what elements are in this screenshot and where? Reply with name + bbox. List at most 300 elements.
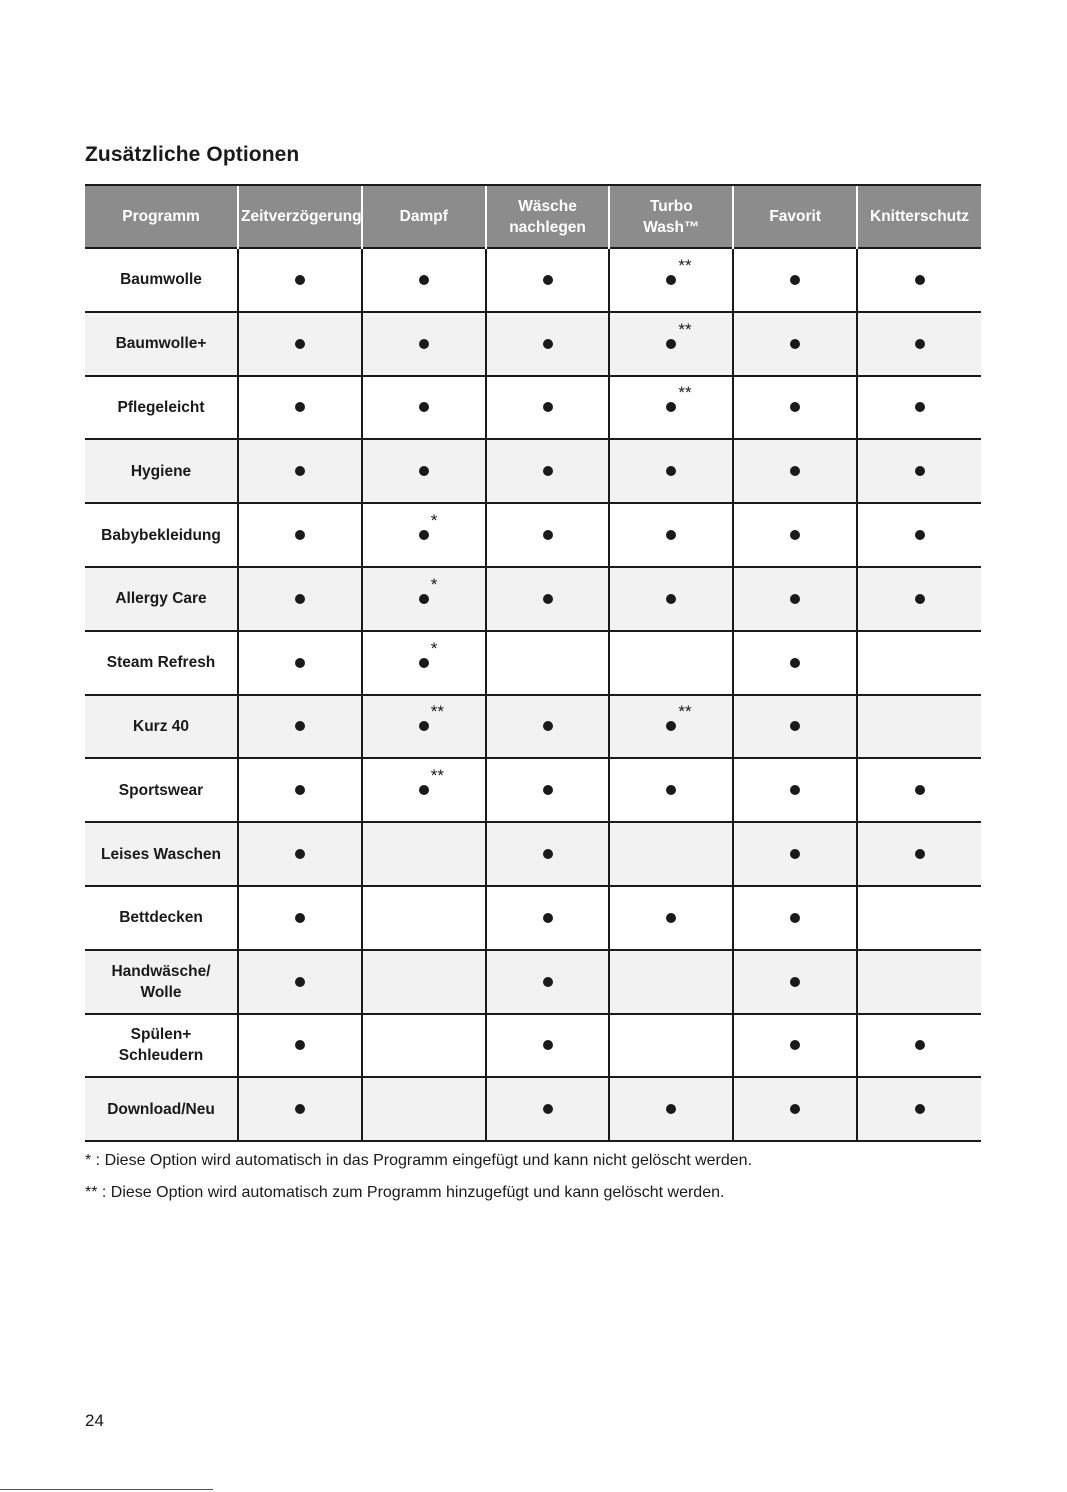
program-name: Wolle — [140, 983, 182, 1001]
option-cell — [609, 822, 733, 886]
bullet-icon — [915, 849, 925, 859]
option-cell — [857, 950, 981, 1014]
table-row — [85, 248, 981, 312]
availability-mark — [790, 463, 800, 479]
program-name: Kurz 40 — [133, 717, 190, 735]
option-cell — [609, 758, 733, 822]
option-cell — [609, 567, 733, 631]
option-cell — [609, 886, 733, 950]
availability-mark — [915, 591, 925, 607]
availability-mark — [295, 1037, 305, 1053]
bullet-icon — [543, 402, 553, 412]
asterisk-marker: ** — [678, 319, 692, 339]
program-name: Steam Refresh — [106, 654, 216, 672]
program-cell — [85, 758, 238, 822]
program-name: Download/Neu — [107, 1100, 215, 1118]
program-cell — [85, 376, 238, 440]
bullet-icon — [543, 1040, 553, 1050]
option-cell — [362, 631, 486, 695]
availability-mark — [543, 527, 553, 543]
availability-mark — [543, 910, 553, 926]
program-cell — [85, 312, 238, 376]
availability-mark — [790, 910, 800, 926]
option-cell — [486, 758, 610, 822]
availability-mark — [666, 591, 676, 607]
option-cell — [857, 248, 981, 312]
availability-mark — [666, 255, 692, 288]
bullet-icon — [790, 721, 800, 731]
bullet-icon — [295, 339, 305, 349]
bullet-icon — [295, 913, 305, 923]
bullet-icon — [666, 1104, 676, 1114]
option-cell — [238, 631, 362, 695]
bullet-icon — [543, 849, 553, 859]
bullet-icon — [915, 466, 925, 476]
availability-mark — [915, 463, 925, 479]
bullet-icon — [666, 339, 676, 349]
table-row — [85, 758, 981, 822]
option-cell — [609, 439, 733, 503]
program-name: Baumwolle — [120, 271, 202, 289]
program-cell — [85, 248, 238, 312]
availability-mark — [543, 1101, 553, 1117]
asterisk-marker: ** — [430, 766, 444, 786]
bullet-icon — [790, 1040, 800, 1050]
option-cell — [733, 1077, 857, 1141]
program-name: Babybekleidung — [101, 526, 221, 544]
option-cell — [238, 312, 362, 376]
option-cell — [362, 503, 486, 567]
bullet-icon — [543, 977, 553, 987]
bullet-icon — [790, 402, 800, 412]
option-cell — [486, 886, 610, 950]
availability-mark — [543, 399, 553, 415]
bullet-icon — [543, 275, 553, 285]
option-cell — [857, 631, 981, 695]
table-row — [85, 822, 981, 886]
program-cell — [85, 439, 238, 503]
option-cell — [486, 631, 610, 695]
bullet-icon — [295, 721, 305, 731]
asterisk-marker: * — [430, 511, 438, 531]
table-row — [85, 886, 981, 950]
bottom-rule — [0, 1489, 213, 1490]
program-cell — [85, 695, 238, 759]
availability-mark — [915, 336, 925, 352]
availability-mark — [295, 272, 305, 288]
table-body — [85, 248, 981, 1141]
bullet-icon — [915, 594, 925, 604]
program-name: Bettdecken — [119, 909, 203, 927]
availability-mark — [543, 1037, 553, 1053]
bullet-icon — [915, 530, 925, 540]
bullet-icon — [790, 913, 800, 923]
availability-mark — [543, 974, 553, 990]
option-cell — [238, 886, 362, 950]
option-cell — [238, 503, 362, 567]
availability-mark — [915, 272, 925, 288]
option-cell — [486, 950, 610, 1014]
bullet-icon — [915, 1104, 925, 1114]
option-cell — [362, 376, 486, 440]
bullet-icon — [295, 849, 305, 859]
bullet-icon — [915, 402, 925, 412]
option-cell — [857, 1014, 981, 1078]
availability-mark — [295, 527, 305, 543]
bullet-icon — [419, 530, 429, 540]
bullet-icon — [419, 594, 429, 604]
availability-mark — [790, 1037, 800, 1053]
page-number: 24 — [85, 1411, 104, 1430]
bullet-icon — [543, 1104, 553, 1114]
column-header — [609, 185, 733, 248]
option-cell — [238, 376, 362, 440]
bullet-icon — [915, 339, 925, 349]
bullet-icon — [790, 466, 800, 476]
bullet-icon — [790, 1104, 800, 1114]
table-row — [85, 503, 981, 567]
program-name: Hygiene — [130, 462, 192, 480]
asterisk-marker: * — [430, 574, 438, 594]
availability-mark — [666, 527, 676, 543]
availability-mark — [915, 1101, 925, 1117]
table-row — [85, 1014, 981, 1078]
column-header — [238, 185, 362, 248]
availability-mark — [295, 655, 305, 671]
availability-mark — [419, 638, 438, 671]
bullet-icon — [543, 466, 553, 476]
option-cell — [486, 1014, 610, 1078]
availability-mark — [790, 974, 800, 990]
column-header-text: Programm — [122, 208, 200, 225]
option-cell — [857, 567, 981, 631]
option-cell — [733, 950, 857, 1014]
option-cell — [362, 248, 486, 312]
bullet-icon — [543, 339, 553, 349]
bullet-icon — [295, 466, 305, 476]
option-cell — [362, 758, 486, 822]
bullet-icon — [419, 785, 429, 795]
table-row — [85, 695, 981, 759]
availability-mark — [295, 399, 305, 415]
bullet-icon — [915, 785, 925, 795]
option-cell — [609, 631, 733, 695]
asterisk-marker: * — [430, 638, 438, 658]
option-cell — [609, 950, 733, 1014]
availability-mark — [666, 1101, 676, 1117]
availability-mark — [790, 272, 800, 288]
program-cell — [85, 886, 238, 950]
option-cell — [486, 439, 610, 503]
column-header-text: nachlegen — [509, 218, 586, 236]
option-cell — [733, 1014, 857, 1078]
column-header-text: Dampf — [399, 208, 448, 225]
column-header — [486, 185, 610, 248]
option-cell — [362, 822, 486, 886]
bullet-icon — [790, 785, 800, 795]
option-cell — [362, 1014, 486, 1078]
table-row — [85, 1077, 981, 1141]
bullet-icon — [790, 530, 800, 540]
bullet-icon — [666, 594, 676, 604]
option-cell — [362, 950, 486, 1014]
option-cell — [362, 439, 486, 503]
option-cell — [733, 631, 857, 695]
option-cell — [733, 248, 857, 312]
table-row — [85, 950, 981, 1014]
bullet-icon — [790, 339, 800, 349]
option-cell — [733, 695, 857, 759]
availability-mark — [666, 702, 692, 734]
option-cell — [609, 695, 733, 759]
program-cell — [85, 1077, 238, 1141]
bullet-icon — [295, 275, 305, 285]
table-row — [85, 376, 981, 440]
availability-mark — [915, 782, 925, 798]
option-cell — [486, 248, 610, 312]
bullet-icon — [790, 849, 800, 859]
availability-mark — [295, 718, 305, 734]
availability-mark — [543, 336, 553, 352]
availability-mark — [790, 1101, 800, 1117]
column-header — [857, 185, 981, 248]
program-cell — [85, 631, 238, 695]
bullet-icon — [666, 721, 676, 731]
bullet-icon — [666, 275, 676, 285]
availability-mark — [543, 591, 553, 607]
program-name: Baumwolle+ — [115, 335, 207, 353]
option-cell — [486, 376, 610, 440]
option-cell — [486, 1077, 610, 1141]
option-cell — [733, 376, 857, 440]
option-cell — [733, 503, 857, 567]
availability-mark — [790, 846, 800, 862]
option-cell — [609, 1077, 733, 1141]
table-row — [85, 312, 981, 376]
option-cell — [486, 567, 610, 631]
options-table — [85, 184, 981, 1142]
availability-mark — [666, 782, 676, 798]
availability-mark — [419, 702, 444, 734]
availability-mark — [295, 1101, 305, 1117]
bullet-icon — [419, 339, 429, 349]
asterisk-marker: ** — [678, 255, 692, 275]
program-name: Allergy Care — [115, 590, 207, 608]
availability-mark — [295, 974, 305, 990]
bullet-icon — [295, 530, 305, 540]
option-cell — [857, 312, 981, 376]
availability-mark — [790, 718, 800, 734]
option-cell — [857, 376, 981, 440]
option-cell — [486, 503, 610, 567]
bullet-icon — [915, 275, 925, 285]
table-row — [85, 631, 981, 695]
column-header — [362, 185, 486, 248]
bullet-icon — [295, 785, 305, 795]
option-cell — [362, 1077, 486, 1141]
column-header-text: Wash™ — [643, 218, 700, 236]
bullet-icon — [543, 913, 553, 923]
availability-mark — [666, 463, 676, 479]
option-cell — [609, 1014, 733, 1078]
page-title: Zusätzliche Optionen — [85, 143, 300, 166]
program-name: Handwäsche/ — [111, 962, 211, 980]
option-cell — [486, 695, 610, 759]
option-cell — [609, 503, 733, 567]
option-cell — [238, 1014, 362, 1078]
availability-mark — [295, 336, 305, 352]
availability-mark — [790, 527, 800, 543]
bullet-icon — [666, 913, 676, 923]
option-cell — [857, 695, 981, 759]
bullet-icon — [666, 402, 676, 412]
bullet-icon — [543, 721, 553, 731]
bullet-icon — [295, 658, 305, 668]
option-cell — [733, 886, 857, 950]
availability-mark — [419, 463, 429, 479]
program-name: Leises Waschen — [100, 845, 222, 863]
option-cell — [609, 312, 733, 376]
availability-mark — [419, 272, 429, 288]
option-cell — [733, 822, 857, 886]
program-name: Sportswear — [118, 781, 204, 799]
option-cell — [238, 695, 362, 759]
option-cell — [857, 822, 981, 886]
option-cell — [733, 758, 857, 822]
footnote-single-asterisk: * : Diese Option wird automatisch in das Programm eingefügt und kann nicht gelöscht werden. — [85, 1152, 753, 1169]
column-header-text: Zeitverzögerung — [241, 208, 362, 225]
program-cell — [85, 950, 238, 1014]
option-cell — [238, 439, 362, 503]
bullet-icon — [915, 1040, 925, 1050]
bullet-icon — [295, 1040, 305, 1050]
program-cell — [85, 822, 238, 886]
header-row — [85, 185, 981, 248]
option-cell — [362, 695, 486, 759]
availability-mark — [419, 399, 429, 415]
column-header-text: Wäsche — [518, 197, 577, 215]
availability-mark — [543, 272, 553, 288]
availability-mark — [543, 463, 553, 479]
bullet-icon — [790, 658, 800, 668]
program-name: Spülen+ — [130, 1026, 192, 1044]
bullet-icon — [543, 594, 553, 604]
bullet-icon — [790, 275, 800, 285]
availability-mark — [543, 718, 553, 734]
option-cell — [362, 312, 486, 376]
availability-mark — [666, 383, 692, 415]
bullet-icon — [790, 594, 800, 604]
availability-mark — [419, 574, 438, 607]
availability-mark — [419, 511, 438, 543]
column-header-text: Favorit — [769, 208, 822, 225]
option-cell — [486, 312, 610, 376]
bullet-icon — [419, 402, 429, 412]
footnote-double-asterisk: ** : Diese Option wird automatisch zum Programm hinzugefügt und kann gelöscht werden. — [85, 1184, 725, 1201]
option-cell — [238, 758, 362, 822]
option-cell — [238, 822, 362, 886]
bullet-icon — [666, 466, 676, 476]
table-row — [85, 439, 981, 503]
asterisk-marker: ** — [678, 383, 692, 403]
option-cell — [733, 312, 857, 376]
availability-mark — [915, 846, 925, 862]
program-name: Pflegeleicht — [117, 398, 205, 416]
bullet-icon — [295, 977, 305, 987]
option-cell — [857, 886, 981, 950]
program-cell — [85, 503, 238, 567]
option-cell — [733, 439, 857, 503]
table-header — [85, 185, 981, 248]
bullet-icon — [543, 530, 553, 540]
option-cell — [609, 376, 733, 440]
program-cell — [85, 1014, 238, 1078]
option-cell — [733, 567, 857, 631]
column-header-text: Turbo — [649, 197, 693, 215]
option-cell — [362, 886, 486, 950]
availability-mark — [915, 399, 925, 415]
availability-mark — [295, 846, 305, 862]
availability-mark — [915, 527, 925, 543]
availability-mark — [666, 910, 676, 926]
bullet-icon — [419, 658, 429, 668]
option-cell — [486, 822, 610, 886]
bullet-icon — [666, 530, 676, 540]
availability-mark — [790, 782, 800, 798]
availability-mark — [666, 319, 692, 352]
asterisk-marker: ** — [430, 702, 444, 722]
availability-mark — [295, 591, 305, 607]
option-cell — [362, 567, 486, 631]
bullet-icon — [666, 785, 676, 795]
column-header-text: Knitterschutz — [870, 208, 970, 225]
asterisk-marker: ** — [678, 702, 692, 722]
option-cell — [857, 503, 981, 567]
option-cell — [609, 248, 733, 312]
bullet-icon — [419, 466, 429, 476]
option-cell — [238, 950, 362, 1014]
option-cell — [857, 439, 981, 503]
option-cell — [238, 567, 362, 631]
program-name: Schleudern — [118, 1047, 204, 1065]
option-cell — [238, 1077, 362, 1141]
availability-mark — [543, 782, 553, 798]
availability-mark — [790, 336, 800, 352]
bullet-icon — [790, 977, 800, 987]
availability-mark — [790, 399, 800, 415]
availability-mark — [790, 655, 800, 671]
program-cell — [85, 567, 238, 631]
availability-mark — [790, 591, 800, 607]
availability-mark — [295, 463, 305, 479]
bullet-icon — [543, 785, 553, 795]
availability-mark — [419, 336, 429, 352]
bullet-icon — [295, 402, 305, 412]
availability-mark — [543, 846, 553, 862]
bullet-icon — [295, 1104, 305, 1114]
table-row — [85, 567, 981, 631]
availability-mark — [419, 766, 444, 798]
bullet-icon — [419, 275, 429, 285]
column-header — [733, 185, 857, 248]
option-cell — [857, 1077, 981, 1141]
column-header — [85, 185, 238, 248]
bullet-icon — [419, 721, 429, 731]
option-cell — [238, 248, 362, 312]
bullet-icon — [295, 594, 305, 604]
option-cell — [857, 758, 981, 822]
availability-mark — [915, 1037, 925, 1053]
